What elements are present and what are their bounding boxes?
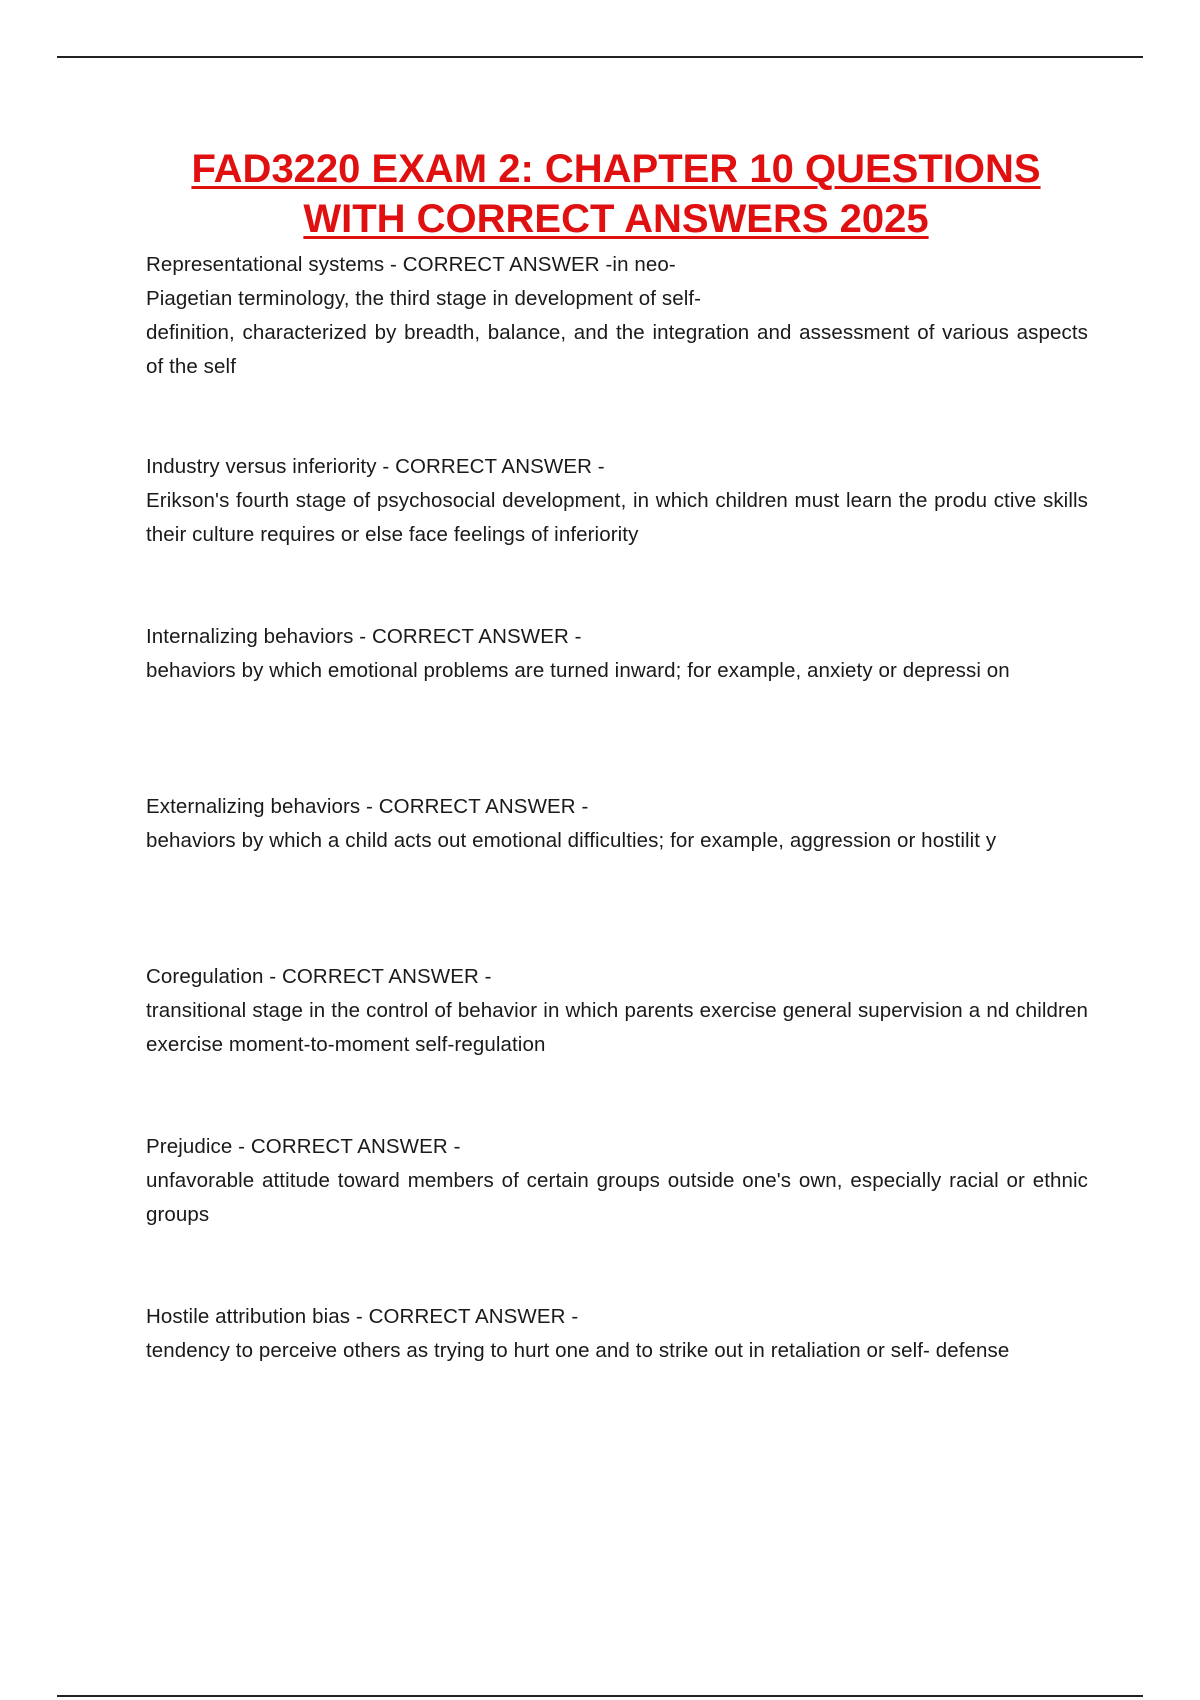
entry-term: Representational systems - CORRECT ANSWER -in neo- <box>146 253 676 276</box>
qa-entry <box>146 450 1088 552</box>
entry-definition: transitional stage in the control of behavior in which parents exercise general supervision a nd children exercise moment-to-moment self-regulation <box>146 999 1088 1056</box>
entry-definition-line: Piagetian terminology, the third stage in development of self- <box>146 287 702 310</box>
entry-definition: definition, characterized by breadth, balance, and the integration and assessment of various aspects of the self <box>146 321 1088 378</box>
document-title <box>146 144 1086 244</box>
entry-definition: behaviors by which a child acts out emotional difficulties; for example, aggression or hostilit y <box>146 829 997 852</box>
qa-entry <box>146 248 1088 384</box>
entry-definition: unfavorable attitude toward members of certain groups outside one's own, especially racial or ethnic groups <box>146 1169 1088 1226</box>
top-rule <box>57 56 1143 58</box>
qa-entry <box>146 1300 1088 1368</box>
qa-entry <box>146 1130 1088 1232</box>
entry-definition: Erikson's fourth stage of psychosocial development, in which children must learn the produ ctive skills their culture requires or else face feelings of inferiority <box>146 489 1088 546</box>
qa-entry <box>146 960 1088 1062</box>
bottom-rule <box>57 1695 1143 1697</box>
entry-term: Coregulation - CORRECT ANSWER - <box>146 965 492 988</box>
entry-term: Hostile attribution bias - CORRECT ANSWER - <box>146 1305 579 1328</box>
entry-term: Externalizing behaviors - CORRECT ANSWER - <box>146 795 589 818</box>
entry-definition: behaviors by which emotional problems are turned inward; for example, anxiety or depressi on <box>146 659 1010 682</box>
qa-entry <box>146 790 1088 858</box>
entry-term: Industry versus inferiority - CORRECT ANSWER - <box>146 455 605 478</box>
entry-term: Internalizing behaviors - CORRECT ANSWER - <box>146 625 582 648</box>
entry-term: Prejudice - CORRECT ANSWER - <box>146 1135 461 1158</box>
entry-definition: tendency to perceive others as trying to hurt one and to strike out in retaliation or self- defense <box>146 1339 1010 1362</box>
title-line-2: WITH CORRECT ANSWERS 2025 <box>303 197 929 241</box>
title-line-1: FAD3220 EXAM 2: CHAPTER 10 QUESTIONS <box>191 147 1041 191</box>
qa-entry <box>146 620 1088 688</box>
